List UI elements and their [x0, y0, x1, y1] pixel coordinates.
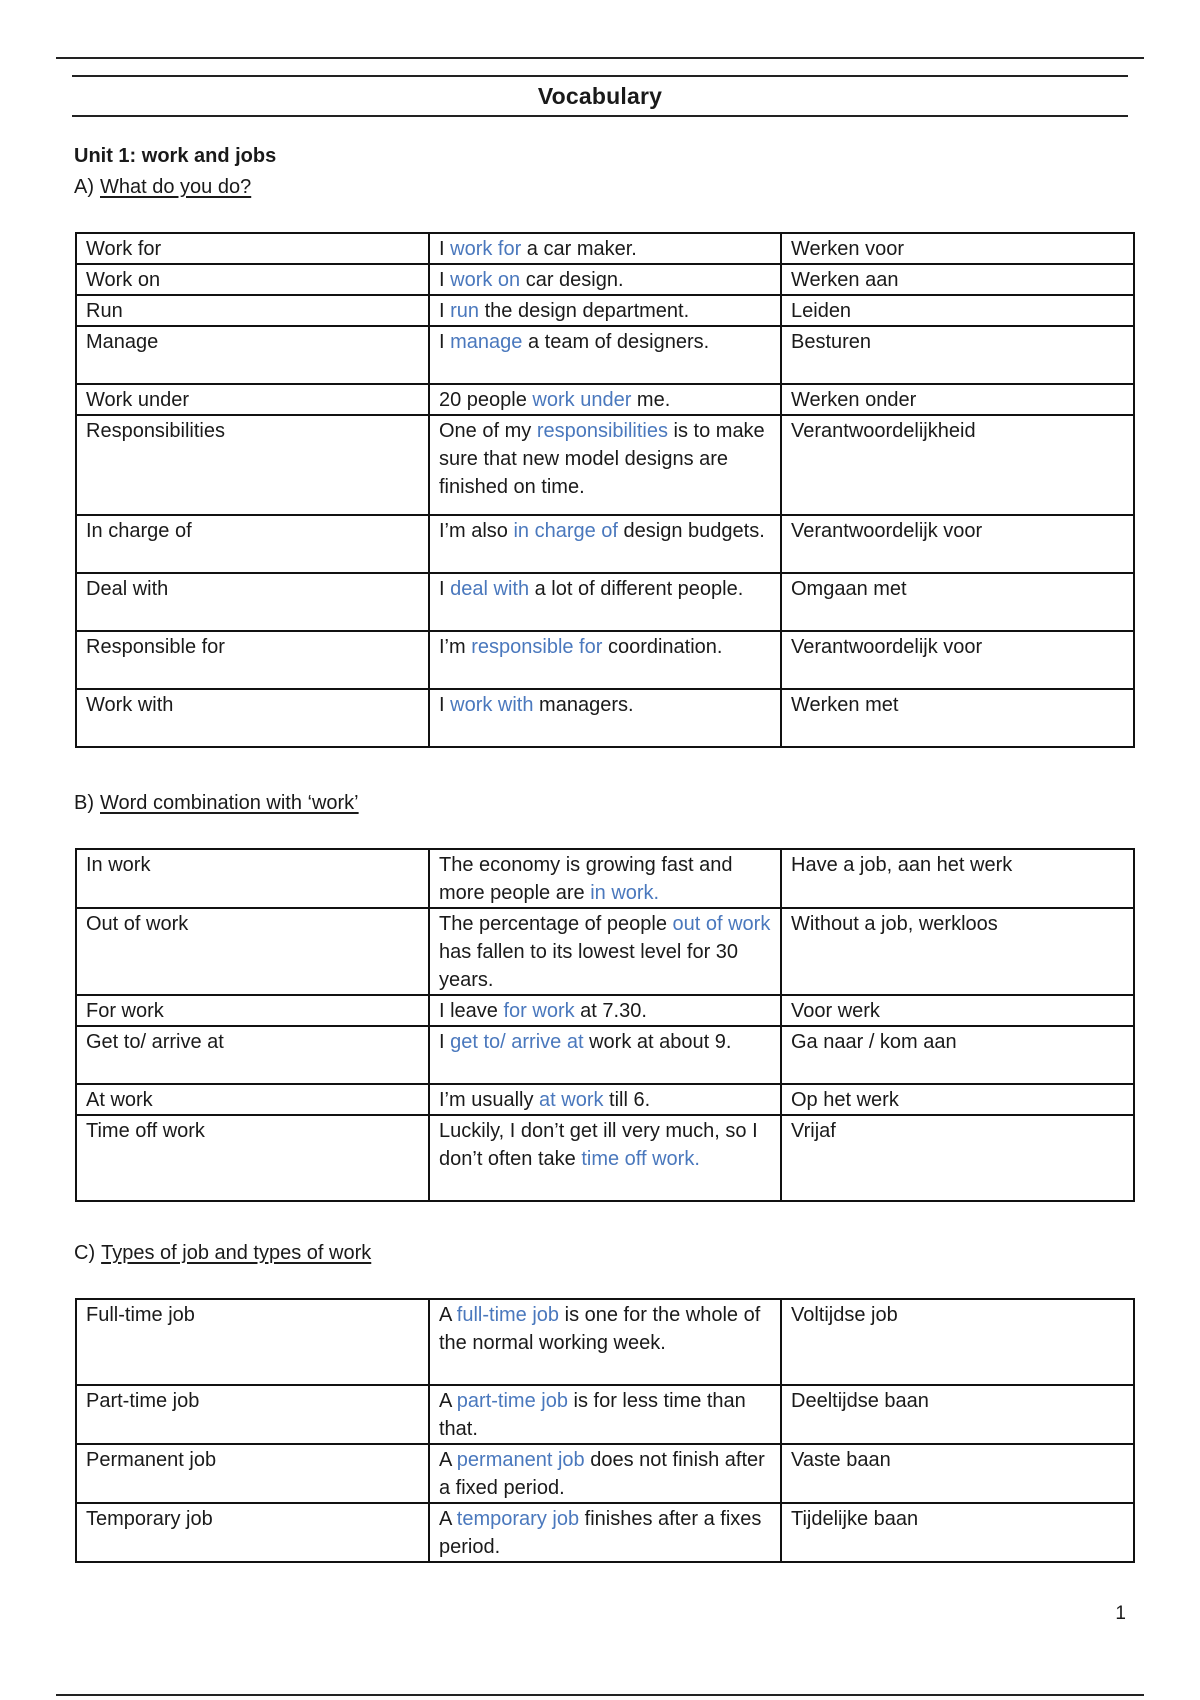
table-row	[76, 326, 1134, 384]
table-row	[76, 849, 1134, 908]
highlighted-phrase: run	[450, 300, 480, 322]
translation-cell: Deeltijdse baan	[781, 1385, 1134, 1444]
translation-cell: Voltijdse job	[781, 1299, 1134, 1385]
example-text: a car maker.	[521, 238, 637, 260]
unit-heading: Unit 1: work and jobs	[74, 145, 277, 167]
section-heading-a	[74, 176, 251, 199]
highlighted-phrase: responsible for	[471, 636, 603, 658]
highlighted-phrase: out of work	[672, 913, 771, 935]
example-text: the design department.	[479, 300, 690, 322]
translation-cell: Vaste baan	[781, 1444, 1134, 1503]
example-text: a lot of different people.	[529, 578, 744, 600]
term-cell: At work	[76, 1084, 429, 1115]
example-text: at 7.30.	[574, 1000, 647, 1022]
highlighted-phrase: work for	[450, 238, 522, 260]
vocab-table-b	[75, 848, 1135, 1202]
example-cell	[429, 384, 781, 415]
term-cell: Work on	[76, 264, 429, 295]
section-title: What do you do?	[100, 176, 252, 198]
example-text: finishes after a fixes period.	[439, 1508, 762, 1558]
term-cell: Work under	[76, 384, 429, 415]
section-heading-b	[74, 792, 359, 815]
example-text: car design.	[520, 269, 624, 291]
highlighted-phrase: get to/ arrive at	[450, 1031, 584, 1053]
term-cell: Deal with	[76, 573, 429, 631]
highlighted-phrase: manage	[450, 331, 523, 353]
translation-cell: Omgaan met	[781, 573, 1134, 631]
table-row	[76, 1444, 1134, 1503]
vocab-table-a	[75, 232, 1135, 748]
example-text: Luckily, I don’t get ill very much, so I don’t often take	[439, 1120, 758, 1170]
table-row	[76, 908, 1134, 995]
section-letter: C)	[74, 1242, 96, 1264]
highlighted-phrase: work with	[450, 694, 534, 716]
example-cell	[429, 1115, 781, 1201]
top-rule	[56, 57, 1144, 59]
table-row	[76, 295, 1134, 326]
table-row	[76, 1026, 1134, 1084]
example-text: The economy is growing fast and more people are	[439, 854, 733, 904]
example-cell	[429, 908, 781, 995]
table-row	[76, 233, 1134, 264]
highlighted-phrase: temporary job	[456, 1508, 580, 1530]
example-text: A	[439, 1304, 457, 1326]
example-text: I leave	[439, 1000, 504, 1022]
example-text: a team of designers.	[522, 331, 710, 353]
example-text: coordination.	[602, 636, 723, 658]
example-cell	[429, 233, 781, 264]
translation-cell: Op het werk	[781, 1084, 1134, 1115]
translation-cell: Werken voor	[781, 233, 1134, 264]
term-cell: In charge of	[76, 515, 429, 573]
term-cell: Out of work	[76, 908, 429, 995]
example-cell	[429, 1385, 781, 1444]
table-row	[76, 1299, 1134, 1385]
section-letter: B)	[74, 792, 94, 814]
example-text: me.	[631, 389, 671, 411]
table-row	[76, 1503, 1134, 1562]
example-text: A	[439, 1390, 457, 1412]
section-title: Word combination with ‘work’	[100, 792, 359, 814]
highlighted-phrase: time off work.	[581, 1148, 700, 1170]
example-text: I	[439, 331, 451, 353]
example-text: The percentage of people	[439, 913, 673, 935]
term-cell: Full-time job	[76, 1299, 429, 1385]
example-cell	[429, 515, 781, 573]
highlighted-phrase: work under	[532, 389, 632, 411]
example-text: work at about 9.	[583, 1031, 732, 1053]
example-cell	[429, 1299, 781, 1385]
translation-cell: Besturen	[781, 326, 1134, 384]
example-text: I	[439, 300, 451, 322]
section-title: Types of job and types of work	[101, 1242, 372, 1264]
vocab-table-c	[75, 1298, 1135, 1563]
table-row	[76, 995, 1134, 1026]
translation-cell: Ga naar / kom aan	[781, 1026, 1134, 1084]
example-cell	[429, 1444, 781, 1503]
term-cell: For work	[76, 995, 429, 1026]
term-cell: Run	[76, 295, 429, 326]
example-text: A	[439, 1508, 457, 1530]
example-text: I	[439, 269, 451, 291]
table-row	[76, 1084, 1134, 1115]
example-cell	[429, 295, 781, 326]
example-text: is to make sure that new model designs are finished on time.	[439, 420, 765, 498]
highlighted-phrase: deal with	[450, 578, 530, 600]
example-cell	[429, 1084, 781, 1115]
translation-cell: Voor werk	[781, 995, 1134, 1026]
example-text: I	[439, 578, 451, 600]
example-text: I’m usually	[439, 1089, 540, 1111]
example-text: I’m	[439, 636, 472, 658]
highlighted-phrase: responsibilities	[536, 420, 668, 442]
translation-cell: Verantwoordelijk voor	[781, 631, 1134, 689]
bottom-rule	[56, 1694, 1144, 1696]
page-title: Vocabulary	[537, 82, 663, 109]
example-cell	[429, 631, 781, 689]
example-text: design budgets.	[617, 520, 765, 542]
example-text: I	[439, 1031, 451, 1053]
translation-cell: Verantwoordelijk voor	[781, 515, 1134, 573]
translation-cell: Leiden	[781, 295, 1134, 326]
term-cell: Part-time job	[76, 1385, 429, 1444]
example-text: A	[439, 1449, 457, 1471]
highlighted-phrase: full-time job	[456, 1304, 560, 1326]
example-cell	[429, 689, 781, 747]
term-cell: Get to/ arrive at	[76, 1026, 429, 1084]
highlighted-phrase: permanent job	[456, 1449, 585, 1471]
highlighted-phrase: for work	[503, 1000, 575, 1022]
term-cell: Manage	[76, 326, 429, 384]
highlighted-phrase: in work.	[590, 882, 660, 904]
example-text: is for less time than that.	[439, 1390, 746, 1440]
section-heading-c	[74, 1242, 371, 1265]
table-row	[76, 515, 1134, 573]
translation-cell: Without a job, werkloos	[781, 908, 1134, 995]
term-cell: Permanent job	[76, 1444, 429, 1503]
table-row	[76, 1385, 1134, 1444]
highlighted-phrase: part-time job	[456, 1390, 568, 1412]
page-number: 1	[1115, 1603, 1126, 1624]
example-text: does not finish after a fixed period.	[439, 1449, 765, 1499]
example-text: till 6.	[603, 1089, 651, 1111]
example-text: One of my	[439, 420, 537, 442]
example-cell	[429, 415, 781, 515]
highlighted-phrase: in charge of	[513, 520, 618, 542]
table-row	[76, 415, 1134, 515]
translation-cell: Werken onder	[781, 384, 1134, 415]
example-text: has fallen to its lowest level for 30 years.	[439, 941, 739, 991]
highlighted-phrase: at work	[539, 1089, 604, 1111]
term-cell: Time off work	[76, 1115, 429, 1201]
table-row	[76, 1115, 1134, 1201]
translation-cell: Verantwoordelijkheid	[781, 415, 1134, 515]
example-text: I’m also	[439, 520, 514, 542]
translation-cell: Have a job, aan het werk	[781, 849, 1134, 908]
table-row	[76, 631, 1134, 689]
translation-cell: Tijdelijke baan	[781, 1503, 1134, 1562]
example-text: is one for the whole of the normal working week.	[439, 1304, 761, 1354]
translation-cell: Werken aan	[781, 264, 1134, 295]
example-text: 20 people	[439, 389, 533, 411]
example-cell	[429, 849, 781, 908]
example-cell	[429, 995, 781, 1026]
translation-cell: Vrijaf	[781, 1115, 1134, 1201]
example-text: managers.	[533, 694, 634, 716]
example-text: I	[439, 694, 451, 716]
table-row	[76, 689, 1134, 747]
table-row	[76, 264, 1134, 295]
term-cell: Work for	[76, 233, 429, 264]
example-cell	[429, 1503, 781, 1562]
table-row	[76, 384, 1134, 415]
term-cell: Temporary job	[76, 1503, 429, 1562]
term-cell: Responsible for	[76, 631, 429, 689]
example-cell	[429, 326, 781, 384]
title-band	[72, 75, 1128, 117]
term-cell: Work with	[76, 689, 429, 747]
term-cell: In work	[76, 849, 429, 908]
example-text: I	[439, 238, 451, 260]
example-cell	[429, 264, 781, 295]
example-cell	[429, 573, 781, 631]
example-cell	[429, 1026, 781, 1084]
term-cell: Responsibilities	[76, 415, 429, 515]
section-letter: A)	[74, 176, 94, 198]
table-row	[76, 573, 1134, 631]
highlighted-phrase: work on	[450, 269, 521, 291]
translation-cell: Werken met	[781, 689, 1134, 747]
